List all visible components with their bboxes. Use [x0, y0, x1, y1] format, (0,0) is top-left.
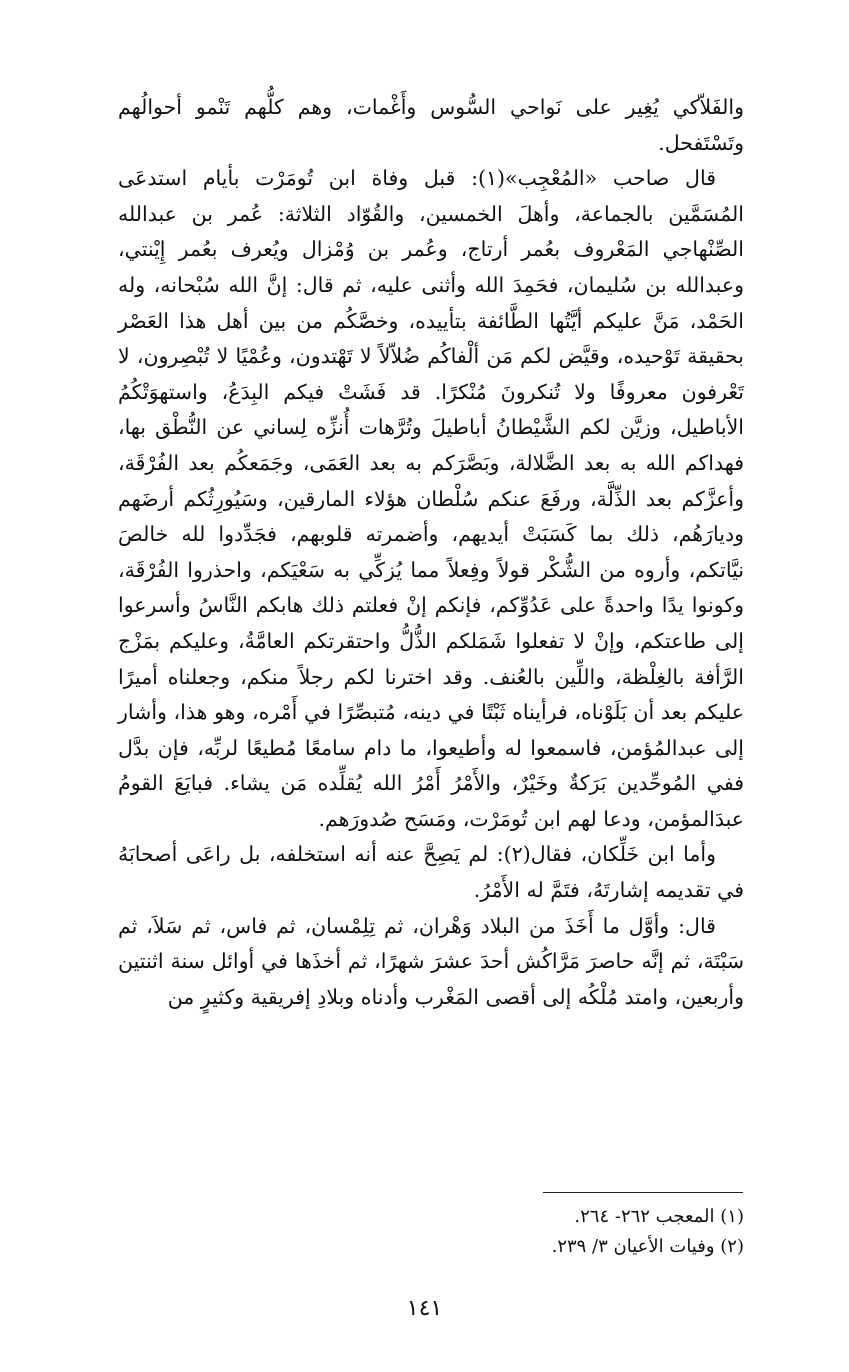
paragraph-2: قال صاحب «المُعْجِب»(١): قبل وفاة ابن تُومَرْت بأيام استدعَى المُسَمَّين بالجماعة، وأهلَ الخمسين، والقُوّاد الثلاثة: عُمر بن عبدالله الصِّنْهاجي المَعْروف بعُمر أرتاج، وعُمر بن وُمْزال ويُعرف بعُمر إِيْنتي، وعبدالله بن سُليمان، فحَمِدَ الله وأثنى عليه، ثم قال: إنَّ الله سُبْحانه، وله الحَمْد، مَنَّ عليكم أيَّتُها الطَّائفة بتأييده، وخصَّكُم من بين أهل هذا العَصْر بحقيقة تَوْحيده، وقيَّض لكم مَن ألْفاكُم ضُلاّلاً لا تَهْتدون، وعُمْيًا لا تُبْصِرون، لا تَعْرفون معروفًا ولا تُنكرونَ مُنْكرًا. قد فَشَتْ فيكم البِدَعُ، واستهوَتْكُمُ الأباطيل، وزيَّن لكم الشَّيْطانُ أباطيلَ وتُرَّهات أُنزِّه لِساني عن النُّطْق بها، فهداكم الله به بعد الضَّلالة، وبَصَّرَكم به بعد العَمَى، وجَمَعكُم بعد الفُرْقَة، وأعزَّكم بعد الذِّلَّة، ورفَعَ عنكم سُلْطان هؤلاء المارقين، وسَيُورِثُكم أرضَهم وديارَهُم، ذلك بما كَسَبَتْ أيديهم، وأضمرته قلوبهم، فجَدِّدوا لله خالصَ نيَّاتكم، وأروه من الشُّكْر قولاً وفِعلاً مما يُزكِّي به سَعْيَكم، واحذروا الفُرْقَة، وكونوا يدًا واحدةً على عَدُوِّكم، فإنكم إنْ فعلتم ذلك هابكم النَّاسُ وأسرعوا إلى طاعتكم، وإنْ لا تفعلوا شَمَلكم الذُّلُّ واحتقرتكم العامَّةُ، وعليكم بمَزْج الرَّأفة بالغِلْظة، واللِّين بالعُنف. وقد اخترنا لكم رجلاً منكم، وجعلناه أميرًا عليكم بعد أن بَلَوْناه، فرأيناه ثَبْتًا في دينه، مُتبصِّرًا في أَمْره، وهو هذا، وأشار إلى عبدالمُؤمن، فاسمعوا له وأطيعوا، ما دام سامعًا مُطيعًا لربِّه، فإن بدَّل ففي المُوحِّدين بَرَكةٌ وخَيْرٌ، والأَمْرُ أَمْرُ الله يُقلِّده مَن يشاء. فبايَعَ القومُ عبدَالمؤمن، ودعا لهم ابن تُومَرْت، ومَسَح صُدورَهم. — [118, 166, 744, 831]
paragraph-4: قال: وأوَّل ما أَخَذَ من البلاد وَهْران، ثم تِلِمْسان، ثم فاس، ثم سَلاَ، ثم سَبْتَة، ثم إنَّه حاصرَ مَرَّاكُش أحدَ عشرَ شهرًا، ثم أخذَها في أوائل سنة اثنتين وأربعين، وامتد مُلْكُه إلى أقصى المَغْرب وأدناه وبلادِ إفريقية وكثيرٍ من — [118, 913, 744, 1009]
paragraph-1: والفَلاّكي يُغِير على نَواحي السُّوس وأَغْمات، وهم كلُّهم تَنْمو أحوالُهم وتَسْتَفحل. — [118, 95, 744, 155]
footnote-1: (١) المعجب ٢٦٢- ٢٦٤. — [574, 1206, 744, 1227]
paragraph-3: وأما ابن خَلِّكان، فقال(٢): لم يَصِحَّ عنه أنه استخلفه، بل راعَى أصحابَهُ في تقديمه إشارتَهُ، فتَمَّ له الأَمْرُ. — [118, 842, 744, 903]
main-text — [118, 90, 744, 1015]
page-number: ١٤١ — [406, 1296, 443, 1321]
footnote-2: (٢) وفيات الأعيان ٣/ ٢٣٩. — [551, 1236, 744, 1257]
footnote-separator — [543, 1192, 743, 1193]
footnotes — [118, 1202, 744, 1262]
